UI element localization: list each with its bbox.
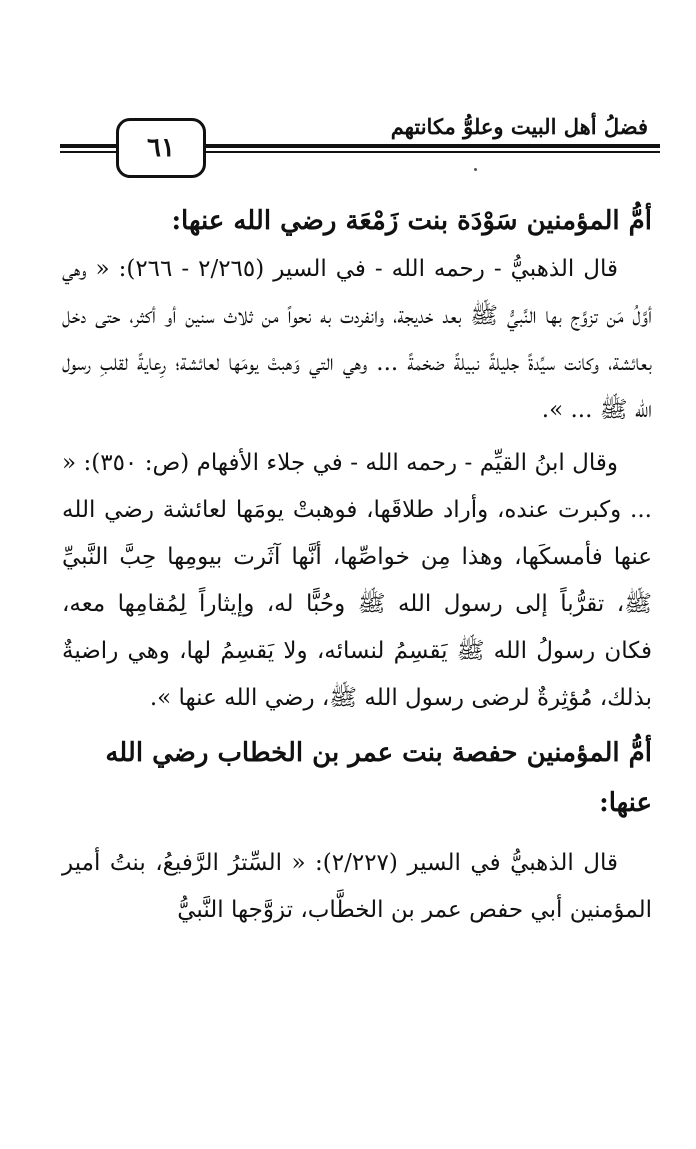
page-header (60, 100, 660, 190)
running-title: فضلُ أهل البيت وعلوُّ مكانتهم (390, 114, 648, 139)
section-heading-sawda: أمُّ المؤمنين سَوْدَة بنت زَمْعَة رضي الله عنها: (171, 206, 652, 236)
paragraph-dhahabi-hafsa: قال الذهبيُّ في السير (٢/٢٢٧): « السِّترُ الرَّفيعُ، بنتُ أمير المؤمنين أبي حفص عمر بن الخطَّاب، تزوَّجها النَّبيُّ (62, 850, 652, 923)
section-heading-hafsa: أمُّ المؤمنين حفصة بنت عمر بن الخطاب رضي الله عنها: (105, 738, 652, 818)
page-number-box (116, 118, 206, 178)
paragraph-ibn-qayyim: وقال ابنُ القيِّم - رحمه الله - في جلاء الأفهام (ص: ٣٥٠): « ... وكبرت عنده، وأراد طلاقَها، فوهبتْ يومَها لعائشة رضي الله عنها فأمسكَها، وهذا مِن خواصِّها، أنَّها آثَرت بيومِها حِبَّ النَّبيِّ ﷺ، تقرُّباً إلى رسول الله ﷺ وحُبًّا له، وإيثاراً لِمُقامِها معه، فكان رسولُ الله ﷺ يَقسِمُ لنسائه، ولا يَقسِمُ لها، وهي راضيةٌ بذلك، مُؤثِرةٌ لرضى رسول الله ﷺ، رضي الله عنها ». (62, 450, 652, 711)
paragraph-dhahabi-sawda: قال الذهبيُّ - رحمه الله - في السير (٢/٢٦٥ - ٢٦٦): « وهي أوَّلُ مَن تزوَّج بها النَّبيُّ ﷺ بعد خديجة، وانفردت به نحواً من ثلاث سنين أو أكثر، حتى دخل بعائشة، وكانت سيِّدةً جليلةً نبيلةً ضخمةً ... وهي التي وَهبتْ يومَها لعائشة؛ رِعايةً لقلبِ رسول الله ﷺ ... ». (62, 256, 652, 423)
page-body (62, 196, 652, 934)
print-speck (474, 168, 477, 171)
page-number: ٦١ (147, 133, 175, 163)
